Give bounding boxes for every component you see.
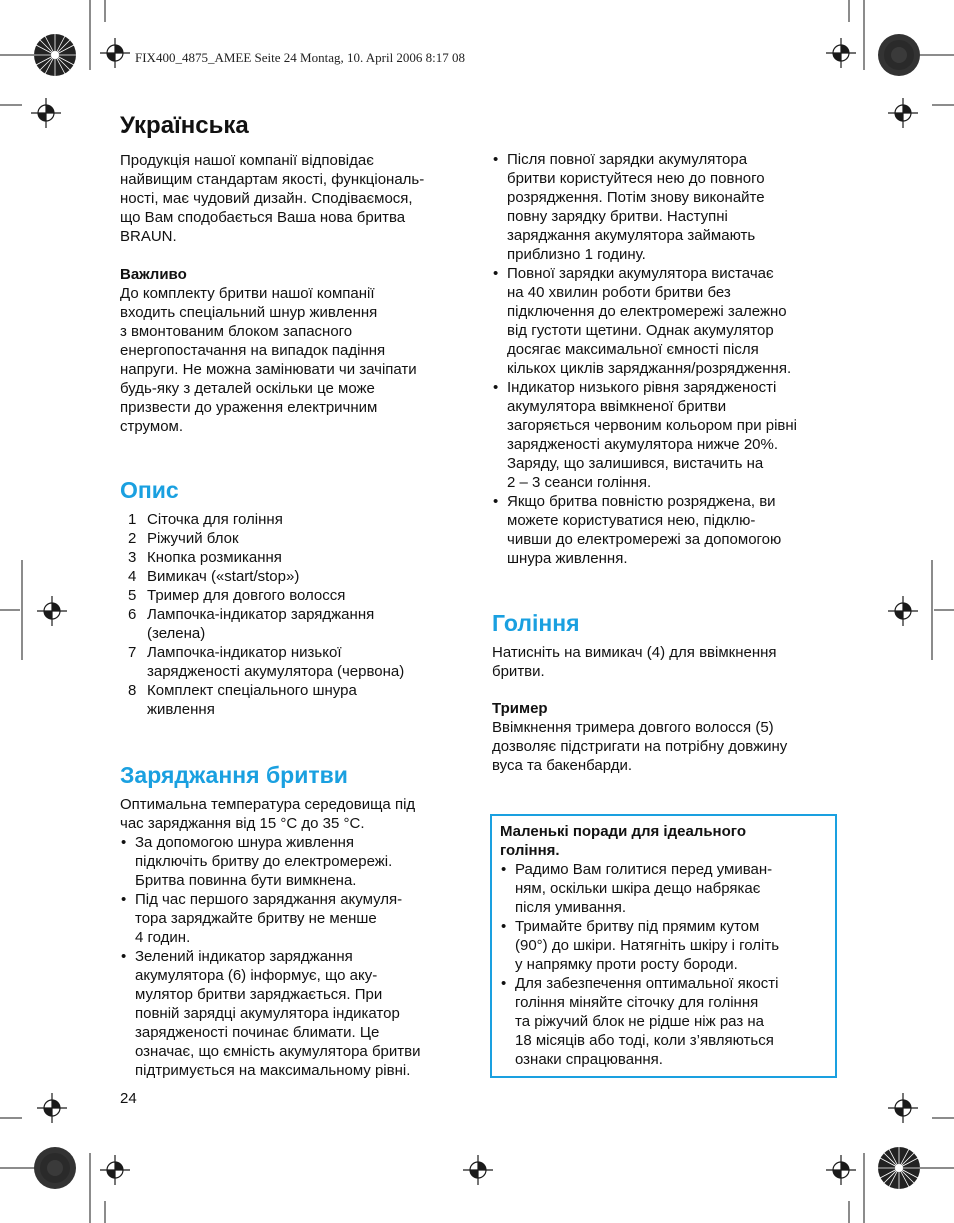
trimmer-section (492, 699, 842, 775)
text-line: енергопостачання на випадок падіння (120, 342, 386, 359)
text-line: призвести до ураження електричним (120, 399, 378, 416)
tips-bullets (500, 860, 827, 1069)
charging-bullets-continued (492, 150, 842, 568)
text-line: вуса та бакенбарди. (492, 757, 633, 774)
list-item: • Для забезпечення оптимальної якості гоління міняйте сіточку для гоління та ріжучий блок не рідше ніж раз на 18 місяців або тоді, коли з’являються ознаки спрацювання. (500, 974, 827, 1069)
text-line: напруги. Не можна замінювати чи зачіпати (120, 361, 417, 378)
list-item: 8 Комплект спеціального шнура живлення (128, 682, 357, 718)
list-item: 4 Вимикач («start/stop») (128, 568, 300, 585)
text-line: Ввімкнення тримера довгого волосся (5) (492, 719, 774, 736)
registration-mark-icon (100, 1155, 130, 1185)
list-item: 2 Ріжучий блок (128, 530, 239, 547)
list-item: 1 Сіточка для гоління (128, 511, 283, 528)
registration-mark-icon (888, 1093, 918, 1123)
text-line: ності, має чудовий дизайн. Сподіваємося, (120, 190, 413, 207)
text-line: що Вам сподобається Ваша нова бритва (120, 209, 406, 226)
text-line: Оптимальна температура середовища під (120, 796, 416, 813)
registration-mark-icon (37, 596, 67, 626)
list-item: • Під час першого заряджання акумуля- тора заряджайте бритву не менше 4 годин. (120, 890, 470, 947)
print-header: FIX400_4875_AMEE Seite 24 Montag, 10. April 2006 8:17 08 (135, 50, 466, 65)
trimmer-title: Тример (492, 700, 548, 717)
list-item: 7 Лампочка-індикатор низької зарядженості акумулятора (червона) (128, 644, 405, 680)
registration-mark-icon (826, 1155, 856, 1185)
registration-mark-icon (826, 38, 856, 68)
charging-intro (120, 795, 470, 833)
tips-title: Маленькі поради для ідеального (500, 823, 746, 840)
parts-list (120, 510, 470, 719)
text-line: Продукція нашої компанії відповідає (120, 152, 374, 169)
text-line: BRAUN. (120, 228, 177, 245)
text-line: будь-яку з деталей оскільки це може (120, 380, 375, 397)
list-item: • Радимо Вам голитися перед умиван- ням, оскільки шкіра дещо набрякає після умивання. (500, 860, 827, 917)
list-item: • Зелений індикатор заряджання акумулятора (6) інформує, що аку- мулятор бритви заряджається. При повній зарядці акумулятора індикатор зарядженості починає блимати. Це означає, що ємність акумулятора бритви підтримується на максимальному рівні. (120, 947, 470, 1080)
text-line: з вмонтованим блоком запасного (120, 323, 353, 340)
registration-mark-icon (888, 596, 918, 626)
text-line: До комплекту бритви нашої компанії (120, 285, 375, 302)
registration-mark-icon (100, 38, 130, 68)
tips-title: гоління. (500, 842, 560, 859)
text-line: дозволяє підстригати на потрібну довжину (492, 738, 788, 755)
list-item: 5 Тример для довгого волосся (128, 587, 346, 604)
intro-paragraph (120, 151, 470, 246)
page-number: 24 (120, 1090, 137, 1107)
text-line: Натисніть на вимикач (4) для ввімкнення (492, 644, 777, 661)
list-item: • Повної зарядки акумулятора вистачає на 40 хвилин роботи бритви без підключення до електромережі залежно від густоти щетини. Однак акумулятор досягає максимальної ємності після кількох циклів заряджання/розрядження. (492, 264, 842, 378)
color-wheel-icon (33, 33, 77, 77)
charging-bullets (120, 833, 470, 1080)
charging-heading: Заряджання бритви (120, 762, 348, 788)
description-heading: Опис (120, 477, 179, 503)
shaving-heading: Гоління (492, 610, 580, 636)
important-section (120, 265, 470, 436)
list-item: • Після повної зарядки акумулятора бритви користуйтеся нею до повного розрядження. Потім знову виконайте повну зарядку бритви. Наступні заряджання акумулятора займають приблизно 1 годину. (492, 150, 842, 264)
registration-mark-icon (888, 98, 918, 128)
shaving-paragraph (492, 643, 842, 681)
text-line: найвищим стандартам якості, функціональ- (120, 171, 425, 188)
text-line: час заряджання від 15 °C до 35 °C. (120, 815, 365, 832)
tips-box (490, 814, 837, 1078)
registration-mark-icon (31, 98, 61, 128)
list-item: • Індикатор низького рівня зарядженості акумулятора ввімкненої бритви загоряється червоним кольором при рівні зарядженості акумулятора нижче 20%. Заряду, що залишився, вистачить на 2 – 3 сеанси гоління. (492, 378, 842, 492)
list-item: • Якщо бритва повністю розряджена, ви можете користуватися нею, підклю- чивши до електромережі за допомогою шнура живлення. (492, 492, 842, 568)
color-wheel-icon (33, 1146, 77, 1190)
list-item: 6 Лампочка-індикатор заряджання (зелена) (128, 606, 375, 642)
text-line: бритви. (492, 663, 545, 680)
text-line: струмом. (120, 418, 184, 435)
color-wheel-icon (877, 1146, 921, 1190)
text-line: входить спеціальний шнур живлення (120, 304, 378, 321)
important-title: Важливо (120, 266, 187, 283)
registration-mark-icon (463, 1155, 493, 1185)
list-item: 3 Кнопка розмикання (128, 549, 282, 566)
registration-mark-icon (37, 1093, 67, 1123)
page-title: Українська (120, 112, 249, 139)
color-wheel-icon (877, 33, 921, 77)
list-item: • Тримайте бритву під прямим кутом (90°) до шкіри. Натягніть шкіру і голіть у напрямку проти росту бороди. (500, 917, 827, 974)
list-item: • За допомогою шнура живлення підключіть бритву до електромережі. Бритва повинна бути вимкнена. (120, 833, 470, 890)
